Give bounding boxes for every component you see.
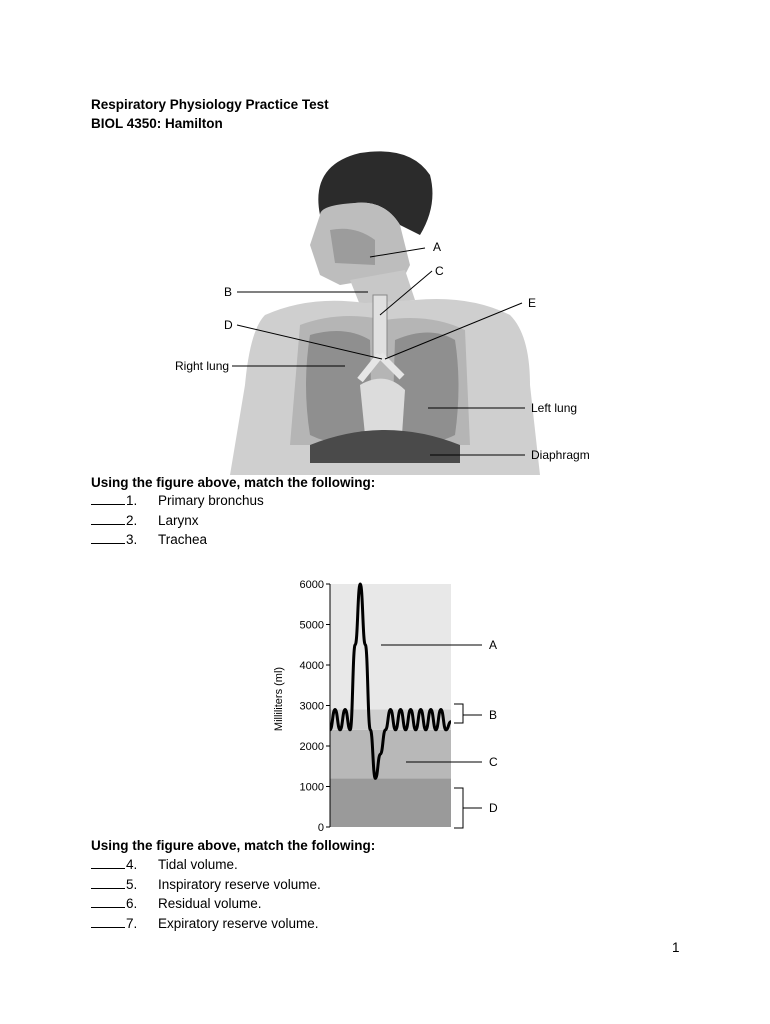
chart-label-C: C xyxy=(489,755,498,769)
chart-band xyxy=(330,778,451,827)
y-tick-label: 5000 xyxy=(299,619,324,632)
course-line: BIOL 4350: Hamilton xyxy=(91,116,223,131)
answer-blank[interactable] xyxy=(91,894,125,908)
document-header xyxy=(91,95,329,133)
label-C: C xyxy=(435,264,444,278)
answer-blank[interactable] xyxy=(91,875,125,889)
question-item: 1. Primary bronchus xyxy=(91,491,264,511)
question-item: 2. Larynx xyxy=(91,511,264,531)
section2-list xyxy=(91,855,321,933)
question-item: 3. Trachea xyxy=(91,530,264,550)
document-title: Respiratory Physiology Practice Test xyxy=(91,97,329,112)
label-E: E xyxy=(528,296,537,310)
label-D: D xyxy=(224,318,233,332)
section1-list xyxy=(91,491,264,550)
y-tick-label: 3000 xyxy=(299,700,324,713)
chart-label-B: B xyxy=(489,708,498,722)
chart-ticks xyxy=(300,579,330,834)
question-item: 5. Inspiratory reserve volume. xyxy=(91,875,321,895)
answer-blank[interactable] xyxy=(91,855,125,869)
question-item: 4. Tidal volume. xyxy=(91,855,321,875)
question-item: 6. Residual volume. xyxy=(91,894,321,914)
label-left-lung: Left lung xyxy=(531,401,578,415)
question-item: 7. Expiratory reserve volume. xyxy=(91,914,321,934)
chart-band xyxy=(330,584,451,710)
label-B: B xyxy=(224,285,233,299)
answer-blank[interactable] xyxy=(91,491,125,505)
y-tick-label: 0 xyxy=(317,822,324,834)
lung-volume-chart xyxy=(266,572,516,837)
label-diaphragm: Diaphragm xyxy=(531,448,590,462)
trachea-shape xyxy=(373,295,387,357)
chart-label-A: A xyxy=(489,638,498,652)
section1-heading: Using the figure above, match the following: xyxy=(91,475,376,490)
section2-heading: Using the figure above, match the following: xyxy=(91,838,376,853)
chart-bands xyxy=(330,584,451,827)
answer-blank[interactable] xyxy=(91,914,125,928)
chart-label-D: D xyxy=(489,801,498,815)
answer-blank[interactable] xyxy=(91,530,125,544)
y-tick-label: 4000 xyxy=(299,660,324,672)
chart-band xyxy=(330,730,451,779)
page-number: 1 xyxy=(672,940,680,955)
respiratory-anatomy-figure xyxy=(170,145,610,475)
y-axis-label: Milliliters (ml) xyxy=(273,666,285,732)
y-tick-label: 6000 xyxy=(299,579,324,591)
heart-shape xyxy=(360,379,405,435)
answer-blank[interactable] xyxy=(91,511,125,525)
label-A: A xyxy=(433,240,442,254)
y-tick-label: 2000 xyxy=(299,741,324,753)
y-tick-label: 1000 xyxy=(299,781,324,794)
label-right-lung: Right lung xyxy=(175,359,230,373)
